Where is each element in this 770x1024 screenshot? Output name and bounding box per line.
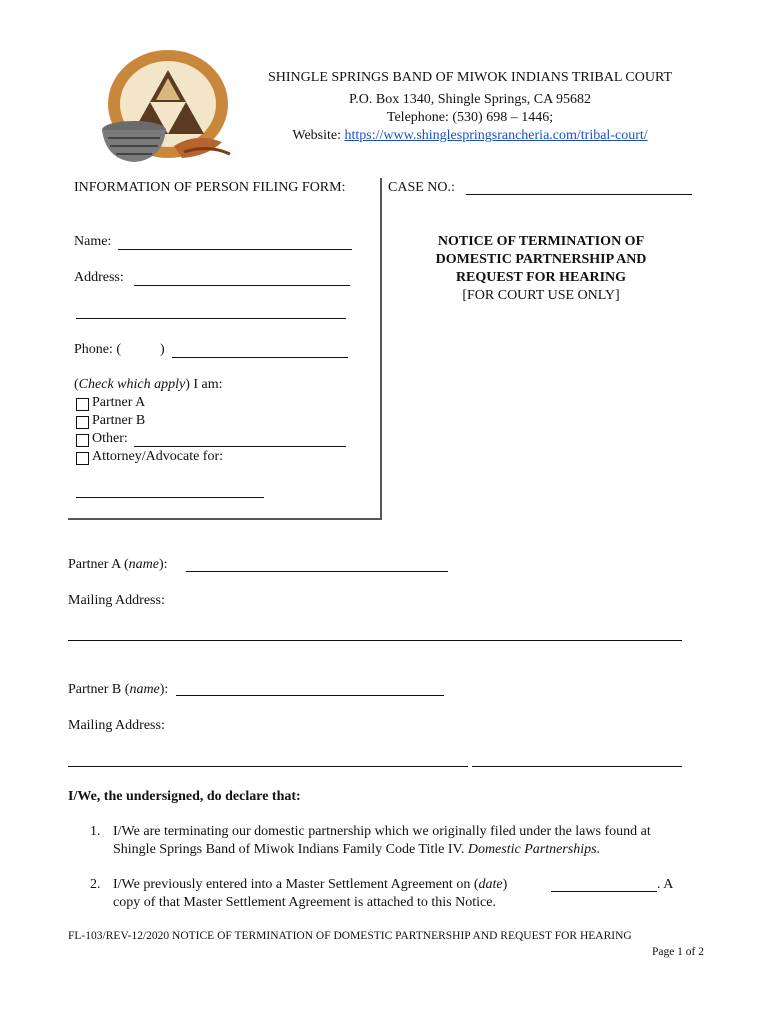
- partner-b-mailing-field[interactable]: [68, 766, 468, 767]
- partner-a-mailing-field[interactable]: [68, 640, 682, 641]
- checkbox-partner-b[interactable]: [76, 416, 89, 429]
- item2-line1-end: . A: [657, 877, 674, 892]
- partner-b-name-field[interactable]: [176, 695, 444, 696]
- option-partner-b: Partner B: [92, 413, 146, 428]
- other-field[interactable]: [134, 446, 346, 447]
- check-instruction: (Check which apply) I am:: [74, 377, 223, 392]
- court-address: P.O. Box 1340, Shingle Springs, CA 95682: [349, 92, 591, 107]
- item1-line2: Shingle Springs Band of Miwok Indians Family Code Title IV. Domestic Partnerships.: [113, 842, 601, 857]
- case-number-label: CASE NO.:: [388, 180, 455, 195]
- checkbox-attorney[interactable]: [76, 452, 89, 465]
- partner-b-label: Partner B (name):: [68, 682, 169, 697]
- partner-a-label: Partner A (name):: [68, 557, 168, 572]
- phone-paren-close: ): [160, 342, 165, 357]
- website-link[interactable]: https://www.shinglespringsrancheria.com/tribal-court/: [344, 128, 648, 143]
- form-title-line1: NOTICE OF TERMINATION OF: [437, 234, 645, 249]
- checkbox-partner-a[interactable]: [76, 398, 89, 411]
- address-label: Address:: [74, 270, 124, 285]
- settlement-date-field[interactable]: [551, 891, 657, 892]
- checkbox-other[interactable]: [76, 434, 89, 447]
- item2-number: 2.: [90, 877, 101, 892]
- name-field[interactable]: [118, 249, 352, 250]
- phone-label: Phone: (: [74, 342, 122, 357]
- partner-b-mailing-label: Mailing Address:: [68, 718, 165, 733]
- declaration-heading: I/We, the undersigned, do declare that:: [68, 789, 301, 804]
- form-title-line3: REQUEST FOR HEARING: [455, 270, 627, 285]
- court-use-only: [FOR COURT USE ONLY]: [462, 288, 620, 303]
- partner-b-mailing-field-2[interactable]: [472, 766, 682, 767]
- case-number-field[interactable]: [466, 194, 692, 195]
- name-label: Name:: [74, 234, 112, 249]
- option-partner-a: Partner A: [92, 395, 146, 410]
- item1-line1: I/We are terminating our domestic partnership which we originally filed under the laws found at: [113, 824, 651, 839]
- partner-a-mailing-label: Mailing Address:: [68, 593, 165, 608]
- option-other: Other:: [92, 431, 128, 446]
- court-website-line: [180, 126, 760, 145]
- form-title-line2: DOMESTIC PARTNERSHIP AND: [435, 252, 647, 267]
- address-field-line2[interactable]: [76, 318, 346, 319]
- court-name: SHINGLE SPRINGS BAND OF MIWOK INDIANS TRIBAL COURT: [267, 70, 672, 85]
- form-id-footer: FL-103/REV-12/2020 NOTICE OF TERMINATION OF DOMESTIC PARTNERSHIP AND REQUEST FOR HEARING: [68, 930, 632, 942]
- option-attorney-advocate: Attorney/Advocate for:: [92, 449, 224, 464]
- attorney-for-field[interactable]: [76, 497, 264, 498]
- court-telephone: Telephone: (530) 698 – 1446;: [386, 110, 554, 125]
- phone-field[interactable]: [172, 357, 348, 358]
- website-label: Website:: [292, 128, 345, 143]
- item2-line1: I/We previously entered into a Master Settlement Agreement on (date): [113, 877, 508, 892]
- item1-number: 1.: [90, 824, 101, 839]
- filer-heading: INFORMATION OF PERSON FILING FORM:: [74, 180, 346, 195]
- partner-a-name-field[interactable]: [186, 571, 448, 572]
- address-field[interactable]: [134, 285, 350, 286]
- item2-line2: copy of that Master Settlement Agreement is attached to this Notice.: [113, 895, 496, 910]
- page-number: Page 1 of 2: [651, 946, 704, 958]
